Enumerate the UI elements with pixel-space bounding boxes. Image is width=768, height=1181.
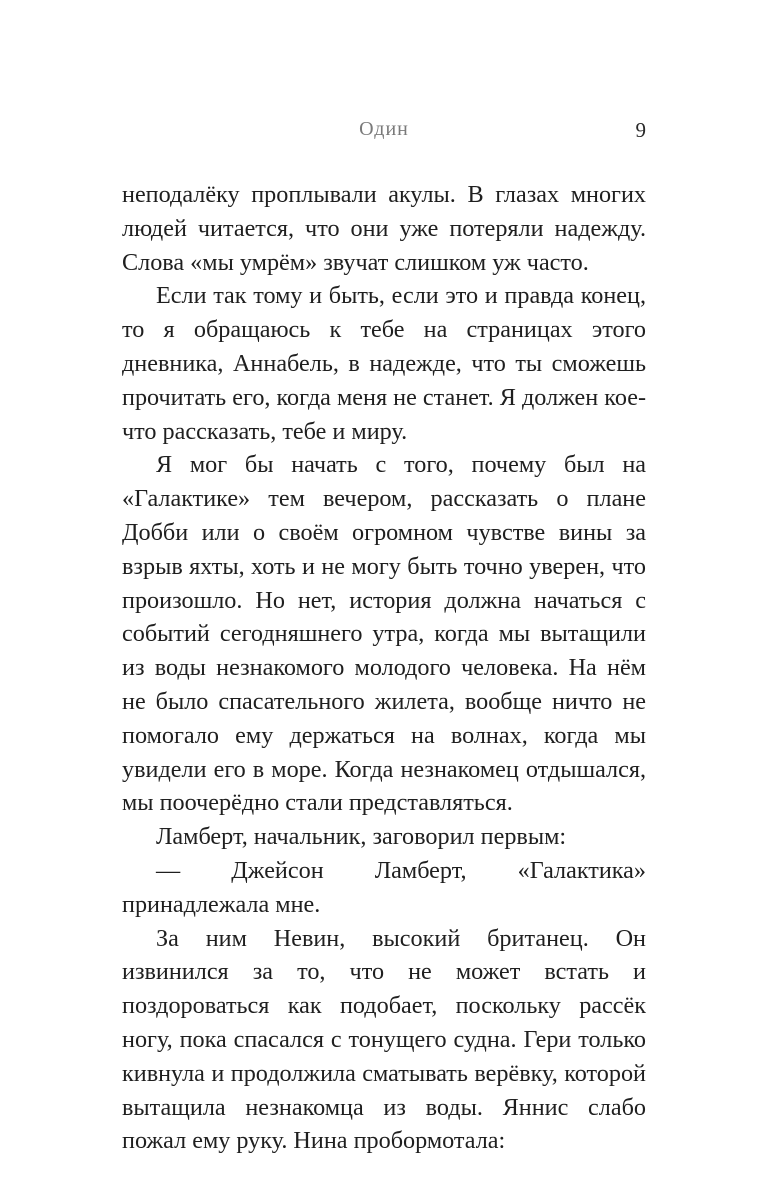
running-head <box>122 118 646 146</box>
paragraph-6: За ним Невин, высокий британец. Он извинился за то, что не может встать и поздороваться как подобает, поскольку рассёк ногу, пока спасался с тонущего судна. Гери только кивнула и продолжила сматывать верёвку, которой вытащила незнакомца из воды. Яннис слабо пожал ему руку. Нина пробормотала: <box>122 924 646 1155</box>
paragraph-2: Если так тому и быть, если это и правда конец, то я обращаюсь к тебе на страницах этого дневника, Аннабель, в надежде, что ты сможешь прочитать его, когда меня не станет. Я должен кое-что рассказать, тебе и миру. <box>122 282 646 445</box>
paragraph-3: Я мог бы начать с того, почему был на «Галактике» тем вечером, рассказать о плане Добби или о своём огромном чувстве вины за взрыв яхты, хоть и не могу быть точно уверен, что произошло. Но нет, история должна начаться с событий сегодняшнего утра, когда мы вытащили из воды незнакомого молодого человека. На нём не было спасательного жилета, вообще ничто не помогало ему держаться на волнах, когда мы увидели его в море. Когда незнакомец отдышался, мы поочерёдно стали представляться. <box>122 451 646 817</box>
chapter-title: Один <box>359 118 409 140</box>
paragraph-1: неподалёку проплывали акулы. В глазах многих людей читается, что они уже потеряли надежду. Слова «мы умрём» звучат слишком уж часто. <box>122 181 646 276</box>
dialogue-line: — Джейсон Ламберт, «Галактика» принадлежала мне. <box>122 856 646 918</box>
page-number: 9 <box>635 118 646 142</box>
body-text <box>122 178 646 1158</box>
paragraph-4: Ламберт, начальник, заговорил первым: <box>156 823 567 851</box>
